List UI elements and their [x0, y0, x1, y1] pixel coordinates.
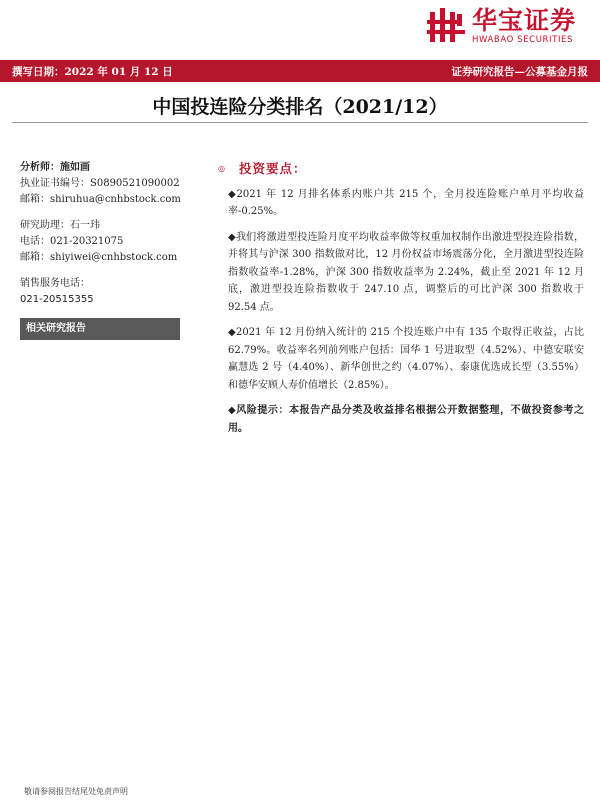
huabao-logo-icon: [426, 6, 466, 46]
logo-english-name: HWABAO SECURITIES: [471, 35, 574, 45]
key-point-text: 2021 年 12 月排名体系内账户共 215 个，全月投连险账户单月平均收益率-0.25%。: [228, 188, 584, 217]
risk-warning-text: 风险提示：本报告产品分类及收益排名根据公开数据整理，不做投资参考之用。: [228, 405, 584, 434]
report-date: 撰写日期：2022 年 01 月 12 日: [12, 65, 173, 78]
related-reports-tag: 相关研究报告: [20, 318, 180, 340]
sales-phone: 021-20515355: [20, 294, 94, 305]
key-point-paragraph: [228, 324, 584, 394]
key-point-text: 2021 年 12 月份纳入统计的 215 个投连账户中有 135 个取得正收益，占比 62.79%。收益率名列前列账户包括：国华 1 号进取型（4.52%）、中德安联安赢慧选 2 号（4.40%）、新华创世之约（4.07%）、泰康优选成长型（3.55%）和德华安顾人寿价值增长（2.85%）。: [228, 327, 584, 391]
header-bar: [0, 60, 600, 82]
assistant-name: 研究助理：石一玮: [20, 220, 100, 231]
disclaimer-footer: 敬请参阅报告结尾处免责声明: [24, 787, 128, 796]
page-title: 中国投连险分类排名（2021/12）: [152, 96, 448, 118]
sales-label: 销售服务电话：: [20, 278, 90, 289]
key-point-paragraph: [228, 186, 584, 221]
key-point-text: 我们将激进型投连险月度平均收益率做等权重加权制作出激进型投连险指数，并将其与沪深 300 指数做对比，12 月份权益市场震荡分化，全月激进型投连险指数收益率-1.28%，沪深 300 指数收益率为 2.24%，截止至 2021 年 12 月底，激进型投连险指数收于 247.10 点，调整后的可比沪深 300 指数收于 92.54 点。: [228, 231, 584, 313]
assistant-email: 邮箱：shiyiwei@cnhbstock.com: [20, 252, 178, 263]
report-type: 证券研究报告—公募基金月报: [451, 65, 588, 78]
logo-chinese-name: 华宝证券: [471, 6, 576, 35]
risk-warning: [228, 402, 584, 437]
license-number: 执业证书编号：S0890521090002: [20, 178, 180, 189]
key-points-header: [218, 160, 584, 178]
analyst-name: 分析师：施如画: [20, 162, 90, 173]
diamond-bullet-icon: ◆: [228, 188, 237, 200]
diamond-bullet-icon: ◆: [228, 405, 237, 416]
assistant-phone: 电话：021-20321075: [20, 236, 124, 247]
analyst-email: 邮箱：shiruhua@cnhbstock.com: [20, 194, 181, 205]
key-point-paragraph: [228, 229, 584, 317]
diamond-bullet-icon: ◆: [228, 327, 237, 338]
target-bullet-icon: ◎: [218, 164, 225, 173]
author-sidebar: [20, 160, 200, 340]
company-logo: [426, 6, 576, 46]
key-points-title: 投资要点：: [238, 161, 307, 176]
title-divider: [12, 122, 588, 123]
key-points-section: [218, 160, 584, 445]
diamond-bullet-icon: ◆: [228, 231, 236, 243]
